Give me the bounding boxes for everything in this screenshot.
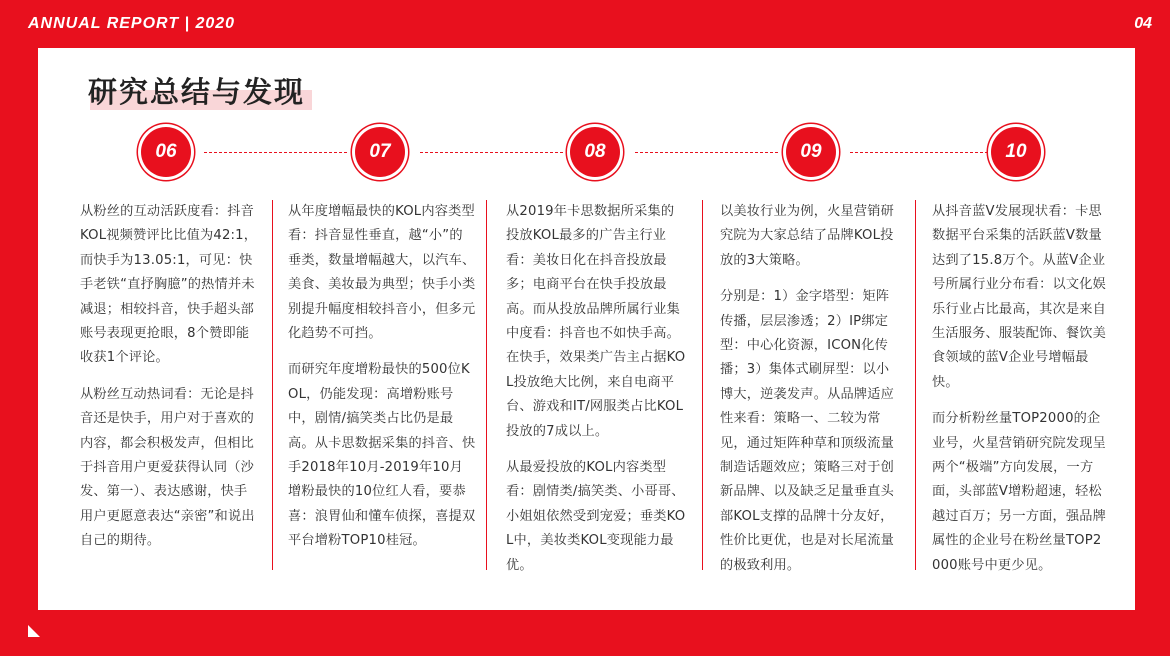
- step-badge-07: 07: [355, 127, 405, 177]
- column-08: [506, 200, 686, 590]
- report-label: ANNUAL REPORT | 2020: [28, 15, 236, 32]
- column-paragraph: 以美妆行业为例，火星营销研究院为大家总结了品牌KOL投放的3大策略。: [720, 204, 895, 268]
- timeline-connector: [420, 152, 563, 153]
- column-divider: [486, 200, 487, 570]
- timeline-connector: [204, 152, 347, 153]
- column-paragraph: 从粉丝互动热词看：无论是抖音还是快手，用户对于喜欢的内容，都会积极发声，但相比于抖音用户更爱获得认同（沙发、第一）、表达感谢，快手用户更愿意表达“亲密”和说出自己的期待。: [80, 386, 255, 549]
- column-divider: [915, 200, 916, 570]
- timeline-connector: [635, 152, 778, 153]
- column-09: [720, 200, 900, 590]
- step-badge-06: 06: [141, 127, 191, 177]
- corner-triangle-icon: [28, 625, 40, 637]
- column-paragraph: 分别是：1）金字塔型：矩阵传播，层层渗透；2）IP绑定型：中心化资源，ICON化传播；3）集体式刷屏型：以小博大，逆袭发声。从品牌适应性来看：策略一、二较为常见，通过矩阵种草和顶级流量制造话题效应；策略三对于创新品牌、以及缺乏足量垂直头部KOL支撑的品牌十分友好，性价比更优，也是对长尾流量的极致利用。: [720, 289, 895, 573]
- content-panel: [38, 48, 1135, 610]
- title-block: [88, 70, 305, 111]
- column-paragraph: 从抖音蓝V发展现状看：卡思数据平台采集的活跃蓝V数量达到了15.8万个。从蓝V企业号所属行业分布看：以文化娱乐行业占比最高，其次是来自生活服务、服装配饰、餐饮美食领域的蓝V企业号增幅最快。: [932, 204, 1107, 390]
- header-bar: [0, 0, 1170, 48]
- timeline-connector: [850, 152, 993, 153]
- column-divider: [272, 200, 273, 570]
- column-paragraph: 从2019年卡思数据所采集的投放KOL最多的广告主行业看：美妆日化在抖音投放最多；电商平台在快手投放最高。而从投放品牌所属行业集中度看：抖音也不如快手高。在快手，效果类广告主占据KOL投放绝大比例，来自电商平台、游戏和IT/网服类占比KOL投放的7成以上。: [506, 204, 686, 439]
- column-paragraph: 从年度增幅最快的KOL内容类型看：抖音显性垂直，越“小”的垂类，数量增幅越大，以汽车、美食、美妆最为典型；快手小类别提升幅度相较抖音小，但多元化趋势不可挡。: [288, 204, 476, 342]
- column-paragraph: 而分析粉丝量TOP2000的企业号，火星营销研究院发现呈两个“极端”方向发展，一方面，头部蓝V增粉超速，轻松越过百万；另一方面，强品牌属性的企业号在粉丝量TOP2000账号中更少见。: [932, 411, 1107, 573]
- column-07: [288, 200, 476, 566]
- column-10: [932, 200, 1110, 590]
- column-paragraph: 而研究年度增粉最快的500位KOL，仍能发现：高增粉账号中，剧情/搞笑类占比仍是最高。从卡思数据采集的抖音、快手2018年10月-2019年10月增粉最快的10位红人看，要恭喜：浪胃仙和懂车侦探，喜提双平台增粉TOP10桂冠。: [288, 362, 476, 549]
- step-badge-09: 09: [786, 127, 836, 177]
- step-badge-08: 08: [570, 127, 620, 177]
- page-title: 研究总结与发现: [88, 75, 306, 109]
- column-06: [80, 200, 260, 566]
- step-badge-10: 10: [991, 127, 1041, 177]
- column-paragraph: 从最爱投放的KOL内容类型看：剧情类/搞笑类、小哥哥、小姐姐依然受到宠爱；垂类KOL中，美妆类KOL变现能力最优。: [506, 460, 686, 573]
- column-divider: [702, 200, 703, 570]
- page-number: 04: [1134, 15, 1152, 32]
- column-paragraph: 从粉丝的互动活跃度看：抖音KOL视频赞评比比值为42:1，而快手为13.05:1，可见：快手老铁“直抒胸臆”的热情并未减退；相较抖音，快手超头部账号表现更抢眼，8个赞即能收获1个评论。: [80, 204, 258, 366]
